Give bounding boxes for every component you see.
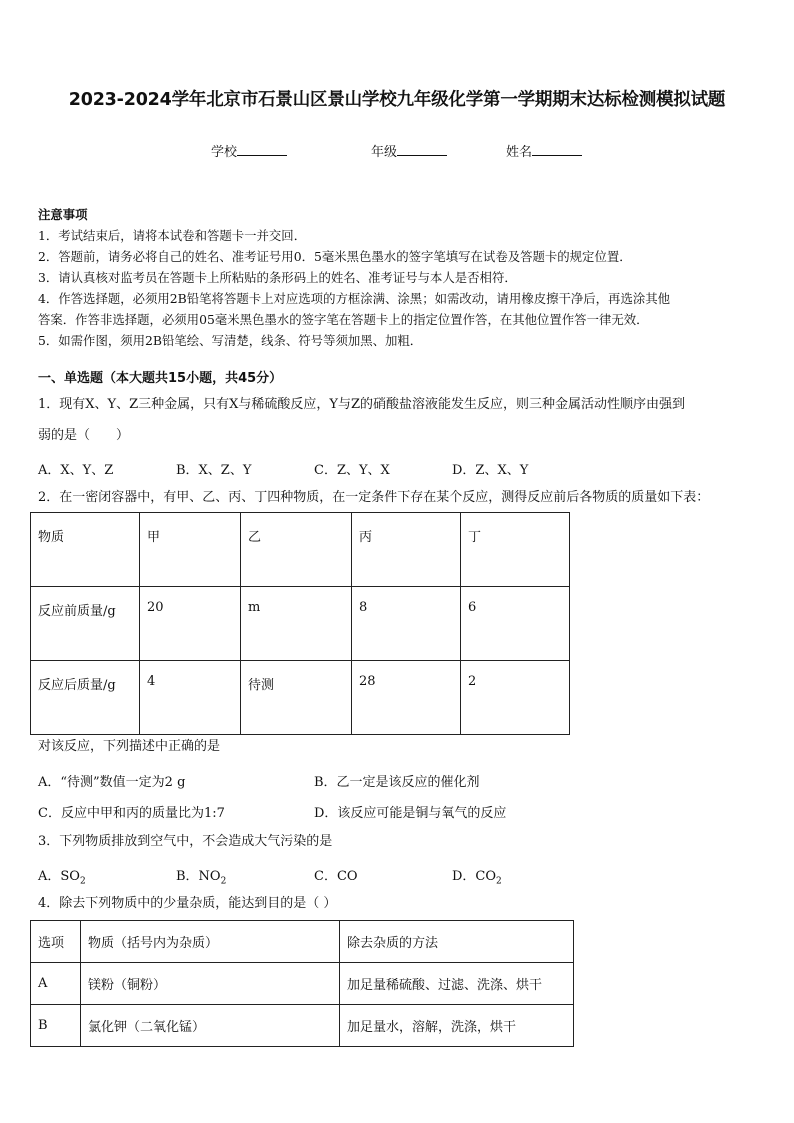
q2-option-b[interactable]: B．乙一定是该反应的催化剂 bbox=[314, 775, 480, 790]
table-cell: 物质 bbox=[31, 513, 140, 587]
q1-option-c[interactable]: C．Z、Y、X bbox=[314, 463, 390, 478]
table-cell: 6 bbox=[461, 587, 570, 661]
q2-option-a[interactable]: A．“待测”数值一定为2 g bbox=[38, 775, 186, 790]
note-item: 3．请认真核对监考员在答题卡上所粘贴的条形码上的姓名、准考证号与本人是否相符． bbox=[38, 270, 517, 285]
table-cell: 20 bbox=[140, 587, 241, 661]
table-cell: 加足量水，溶解，洗涤，烘干 bbox=[340, 1005, 574, 1047]
section-title: 一、单选题（本大题共15小题，共45分） bbox=[38, 371, 283, 386]
table-cell: 甲 bbox=[140, 513, 241, 587]
table-cell: 镁粉（铜粉） bbox=[81, 963, 340, 1005]
table-cell: 氯化钾（二氧化锰） bbox=[81, 1005, 340, 1047]
school-field bbox=[211, 141, 287, 160]
q1-stem-line1: 1．现有X、Y、Z三种金属，只有X与稀硫酸反应，Y与Z的硝酸盐溶液能发生反应，则三种金属活动性顺序由强到 bbox=[38, 397, 686, 412]
exam-title: 2023-2024学年北京市石景山区景山学校九年级化学第一学期期末达标检测模拟试题 bbox=[68, 90, 726, 110]
q1-option-a[interactable]: A．X、Y、Z bbox=[38, 463, 114, 478]
q1-stem-line2: 弱的是（ ） bbox=[38, 428, 130, 443]
table-row bbox=[31, 587, 570, 661]
q2-stem: 2．在一密闭容器中，有甲、乙、丙、丁四种物质，在一定条件下存在某个反应，测得反应前后各物质的质量如下表： bbox=[38, 490, 710, 505]
subscript: 2 bbox=[496, 876, 502, 887]
table-cell: 物质（括号内为杂质） bbox=[81, 921, 340, 963]
table-row bbox=[31, 513, 570, 587]
table-row bbox=[31, 1005, 574, 1047]
grade-field bbox=[371, 141, 447, 160]
name-blank bbox=[532, 143, 582, 156]
table-cell: B bbox=[31, 1005, 81, 1047]
option-label: D．CO bbox=[452, 869, 497, 884]
table-cell: m bbox=[241, 587, 352, 661]
table-cell: 2 bbox=[461, 661, 570, 735]
q4-impurity-table bbox=[30, 920, 574, 1047]
option-label: A．SO bbox=[38, 869, 80, 884]
note-item: 2．答题前，请务必将自己的姓名、准考证号用0．5毫米黑色墨水的签字笔填写在试卷及答题卡的规定位置． bbox=[38, 249, 632, 264]
table-cell: 丙 bbox=[352, 513, 461, 587]
notes-heading: 注意事项 bbox=[38, 207, 88, 222]
table-cell: 28 bbox=[352, 661, 461, 735]
table-cell: 除去杂质的方法 bbox=[340, 921, 574, 963]
q2-mass-table bbox=[30, 512, 570, 735]
q2-option-d[interactable]: D．该反应可能是铜与氧气的反应 bbox=[314, 806, 507, 821]
table-cell: 4 bbox=[140, 661, 241, 735]
q3-option-d[interactable] bbox=[452, 865, 502, 887]
q2-question: 对该反应，下列描述中正确的是 bbox=[38, 739, 221, 754]
q4-stem: 4．除去下列物质中的少量杂质，能达到目的是（ ） bbox=[38, 896, 337, 911]
table-row bbox=[31, 921, 574, 963]
note-item: 5．如需作图，须用2B铅笔绘、写清楚，线条、符号等须加黑、加粗． bbox=[38, 333, 423, 348]
table-cell: A bbox=[31, 963, 81, 1005]
q3-option-c[interactable] bbox=[314, 865, 358, 887]
grade-label: 年级 bbox=[371, 145, 398, 160]
table-row bbox=[31, 661, 570, 735]
grade-blank bbox=[397, 143, 447, 156]
name-field bbox=[506, 141, 582, 160]
note-item: 4．作答选择题，必须用2B铅笔将答题卡上对应选项的方框涂满、涂黑；如需改动，请用橡皮擦干净后，再选涂其他 bbox=[38, 291, 671, 306]
subscript: 2 bbox=[79, 876, 86, 887]
school-blank bbox=[237, 143, 287, 156]
note-item: 答案．作答非选择题，必须用05毫米黑色墨水的签字笔在答题卡上的指定位置作答，在其他位置作答一律无效． bbox=[38, 312, 649, 327]
table-cell: 丁 bbox=[461, 513, 570, 587]
table-cell: 反应前质量/g bbox=[31, 587, 140, 661]
q1-option-b[interactable]: B．X、Z、Y bbox=[176, 463, 252, 478]
table-cell: 反应后质量/g bbox=[31, 661, 140, 735]
table-cell: 加足量稀硫酸、过滤、洗涤、烘干 bbox=[340, 963, 574, 1005]
table-cell: 待测 bbox=[241, 661, 352, 735]
table-row bbox=[31, 963, 574, 1005]
q1-option-d[interactable]: D．Z、X、Y bbox=[452, 463, 529, 478]
table-cell: 8 bbox=[352, 587, 461, 661]
note-item: 1．考试结束后，请将本试卷和答题卡一并交回． bbox=[38, 228, 307, 243]
table-cell: 选项 bbox=[31, 921, 81, 963]
option-label: B．NO bbox=[176, 869, 221, 884]
school-label: 学校 bbox=[211, 145, 238, 160]
q3-stem: 3．下列物质排放到空气中，不会造成大气污染的是 bbox=[38, 834, 333, 849]
q3-option-a[interactable] bbox=[38, 865, 86, 887]
q2-option-c[interactable]: C．反应中甲和丙的质量比为1:7 bbox=[38, 806, 225, 821]
q3-option-b[interactable] bbox=[176, 865, 226, 887]
option-label: C．CO bbox=[314, 869, 358, 884]
name-label: 姓名 bbox=[506, 145, 533, 160]
table-cell: 乙 bbox=[241, 513, 352, 587]
subscript: 2 bbox=[220, 876, 227, 887]
notes-block bbox=[38, 204, 758, 351]
